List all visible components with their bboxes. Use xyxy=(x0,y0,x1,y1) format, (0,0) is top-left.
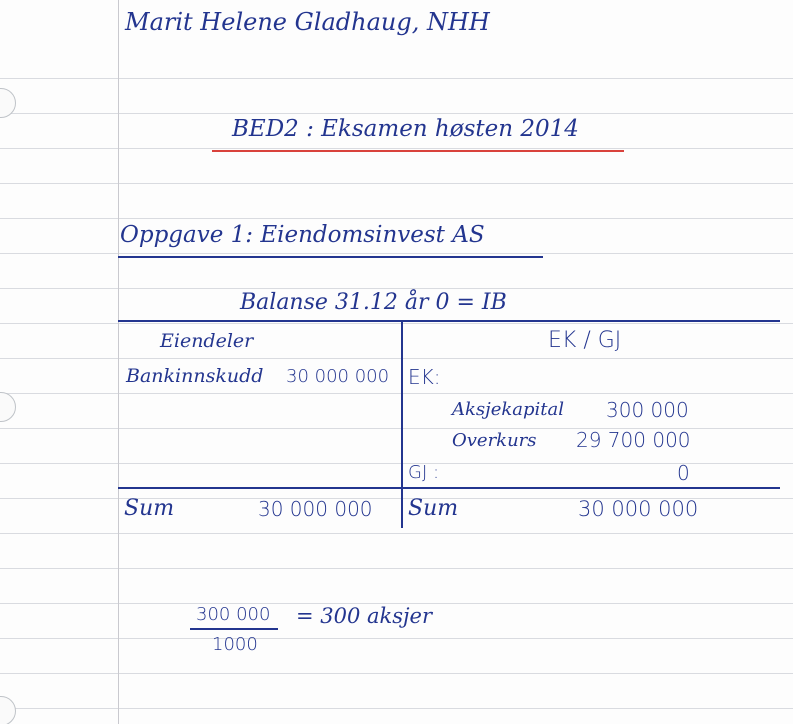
author-name: Marit Helene Gladhaug, NHH xyxy=(125,8,490,36)
page-title: BED2 : Eksamen høsten 2014 xyxy=(232,116,579,142)
premium-label: Overkurs xyxy=(452,430,537,451)
sum-label-left: Sum xyxy=(124,496,175,521)
asset-value: 30 000 000 xyxy=(286,366,390,387)
gj-value: 0 xyxy=(677,461,690,485)
punch-hole xyxy=(0,392,16,422)
share-capital-value: 300 000 xyxy=(606,398,689,422)
balance-heading: Balanse 31.12 år 0 = IB xyxy=(240,290,507,315)
title-underline xyxy=(212,150,624,152)
sum-label-right: Sum xyxy=(408,496,459,521)
fraction-denominator: 1000 xyxy=(212,634,258,655)
margin-line xyxy=(118,0,119,724)
liabilities-header: EK / GJ xyxy=(548,328,622,353)
premium-value: 29 700 000 xyxy=(576,428,691,452)
t-account-sum-line xyxy=(118,487,780,489)
ek-label: EK: xyxy=(408,365,441,389)
asset-label: Bankinnskudd xyxy=(126,365,264,387)
task-heading: Oppgave 1: Eiendomsinvest AS xyxy=(120,222,485,248)
gj-label: GJ : xyxy=(408,462,440,483)
t-account-top-line xyxy=(118,320,780,322)
calculation-result: = 300 aksjer xyxy=(296,604,433,628)
punch-hole xyxy=(0,696,16,724)
assets-header: Eiendeler xyxy=(160,330,254,352)
fraction-bar xyxy=(190,628,278,630)
task-heading-underline xyxy=(118,256,543,258)
sum-value-left: 30 000 000 xyxy=(258,497,373,521)
sum-value-right: 30 000 000 xyxy=(578,497,699,521)
fraction-numerator: 300 000 xyxy=(196,604,271,625)
share-capital-label: Aksjekapital xyxy=(452,399,565,420)
t-account-divider xyxy=(401,320,403,528)
